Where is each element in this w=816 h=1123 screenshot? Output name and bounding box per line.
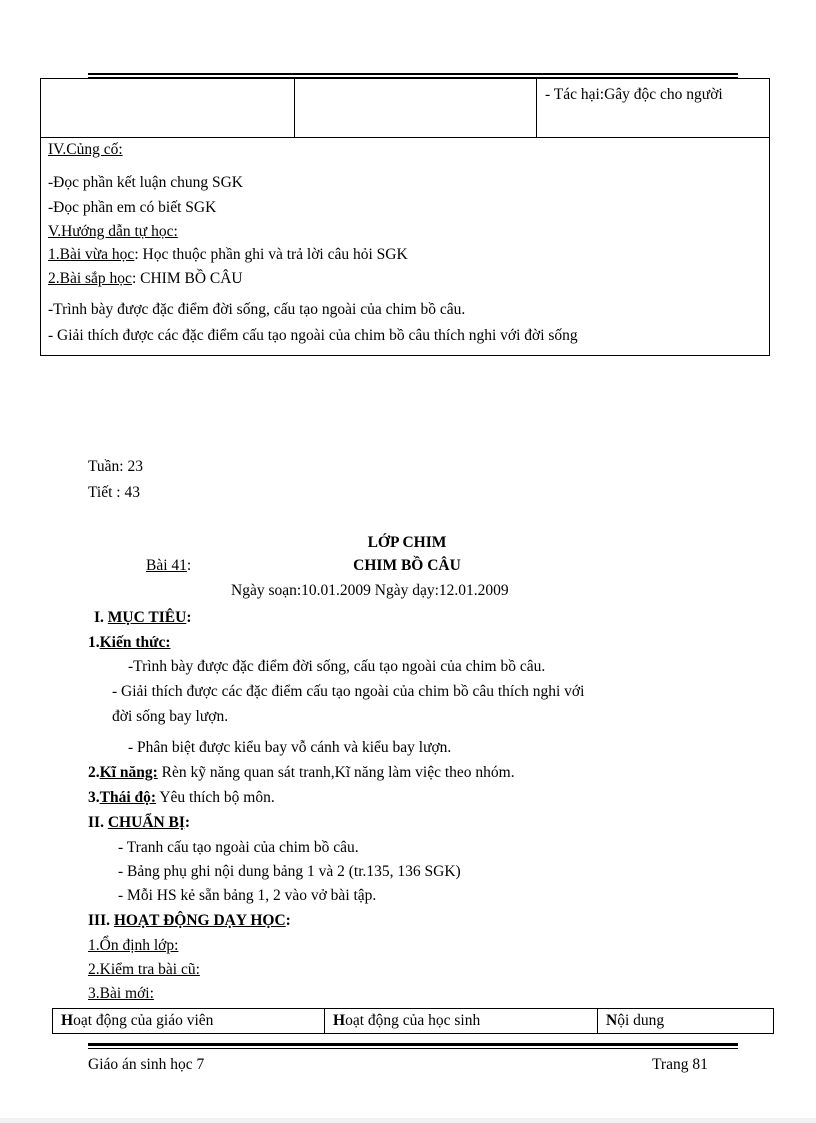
- class-title: LỚP CHIM: [367, 534, 447, 551]
- step-stabilize: 1.Ổn định lớp:: [88, 937, 179, 954]
- knowledge-item-2: - Giải thích được các đặc điểm cấu tạo ngoài của chim bồ câu thích nghi với: [112, 683, 585, 700]
- step-review: 2.Kiểm tra bài cũ:: [88, 961, 200, 978]
- table-cell-harm: [537, 79, 770, 138]
- skills-line: 2.Kĩ năng: Rèn kỹ năng quan sát tranh,Kĩ năng làm việc theo nhóm.: [88, 764, 515, 781]
- knowledge-item-4: - Phân biệt được kiểu bay vỗ cánh và kiểu bay lượn.: [128, 739, 452, 756]
- guide-next-label: 2.Bài sắp học: [48, 270, 132, 287]
- attitude-line: 3.Thái độ: Yêu thích bộ môn.: [88, 789, 275, 806]
- footer-page-number: Trang 81: [652, 1056, 708, 1073]
- period-label: Tiết : 43: [88, 484, 140, 501]
- header-rule-thick: [88, 73, 738, 75]
- preparation-heading: II. CHUẨN BỊ:: [88, 814, 191, 831]
- review-item-1: -Đọc phần kết luận chung SGK: [48, 174, 243, 191]
- guide-item-2: - Giải thích được các đặc điểm cấu tạo ngoài của chim bồ câu thích nghi với đời sống: [48, 327, 578, 344]
- header-student: Hoạt động của học sinh: [325, 1009, 598, 1034]
- preparation-item-3: - Mỗi HS kẻ sẵn bảng 1, 2 vào vở bài tập.: [118, 887, 377, 904]
- previous-lesson-table: [40, 78, 770, 138]
- guide-heading: V.Hướng dẫn tự học:: [48, 223, 178, 240]
- table-cell-empty-2: [295, 79, 537, 138]
- objectives-heading: I. MỤC TIÊU:: [94, 609, 192, 626]
- footer-rule-thick: [88, 1043, 738, 1046]
- step-new-lesson: 3.Bài mới:: [88, 985, 154, 1002]
- guide-next: [48, 270, 243, 288]
- activity-table: [52, 1008, 774, 1034]
- lesson-number: Bài 41:: [146, 557, 192, 574]
- guide-item-1: -Trình bày được đặc điểm đời sống, cấu tạo ngoài của chim bồ câu.: [48, 301, 466, 318]
- review-item-2: -Đọc phần em có biết SGK: [48, 199, 217, 216]
- review-section: [40, 137, 770, 356]
- table-cell-empty-1: [41, 79, 295, 138]
- header-content: Nội dung: [598, 1009, 774, 1034]
- week-label: Tuần: 23: [88, 458, 143, 475]
- guide-studied-label: 1.Bài vừa học: [48, 246, 135, 263]
- activities-heading: III. HOẠT ĐỘNG DẠY HỌC:: [88, 912, 291, 929]
- page-bottom-edge: [0, 1118, 816, 1123]
- table-header-row: [53, 1009, 774, 1034]
- harm-text: - Tác hại:Gây độc cho người: [545, 86, 723, 103]
- preparation-item-1: - Tranh cấu tạo ngoài của chim bồ câu.: [118, 839, 359, 856]
- preparation-item-2: - Bảng phụ ghi nội dung bảng 1 và 2 (tr.135, 136 SGK): [118, 863, 461, 880]
- knowledge-item-1: -Trình bày được đặc điểm đời sống, cấu tạo ngoài của chim bồ câu.: [128, 658, 546, 675]
- guide-studied: [48, 246, 408, 264]
- lesson-dates: Ngày soạn:10.01.2009 Ngày dạy:12.01.2009: [231, 582, 509, 599]
- guide-studied-text: : Học thuộc phần ghi và trả lời câu hỏi SGK: [134, 246, 408, 263]
- review-heading: IV.Củng cố:: [48, 141, 123, 158]
- knowledge-item-3: đời sống bay lượn.: [112, 708, 229, 725]
- header-teacher: Hoạt động của giáo viên: [53, 1009, 325, 1034]
- guide-next-text: : CHIM BỒ CÂU: [131, 270, 243, 287]
- lesson-title: CHIM BỒ CÂU: [353, 557, 461, 574]
- knowledge-heading: 1.Kiến thức:: [88, 634, 171, 651]
- footer-rule-thin: [88, 1048, 738, 1049]
- footer-subject: Giáo án sinh học 7: [88, 1056, 205, 1073]
